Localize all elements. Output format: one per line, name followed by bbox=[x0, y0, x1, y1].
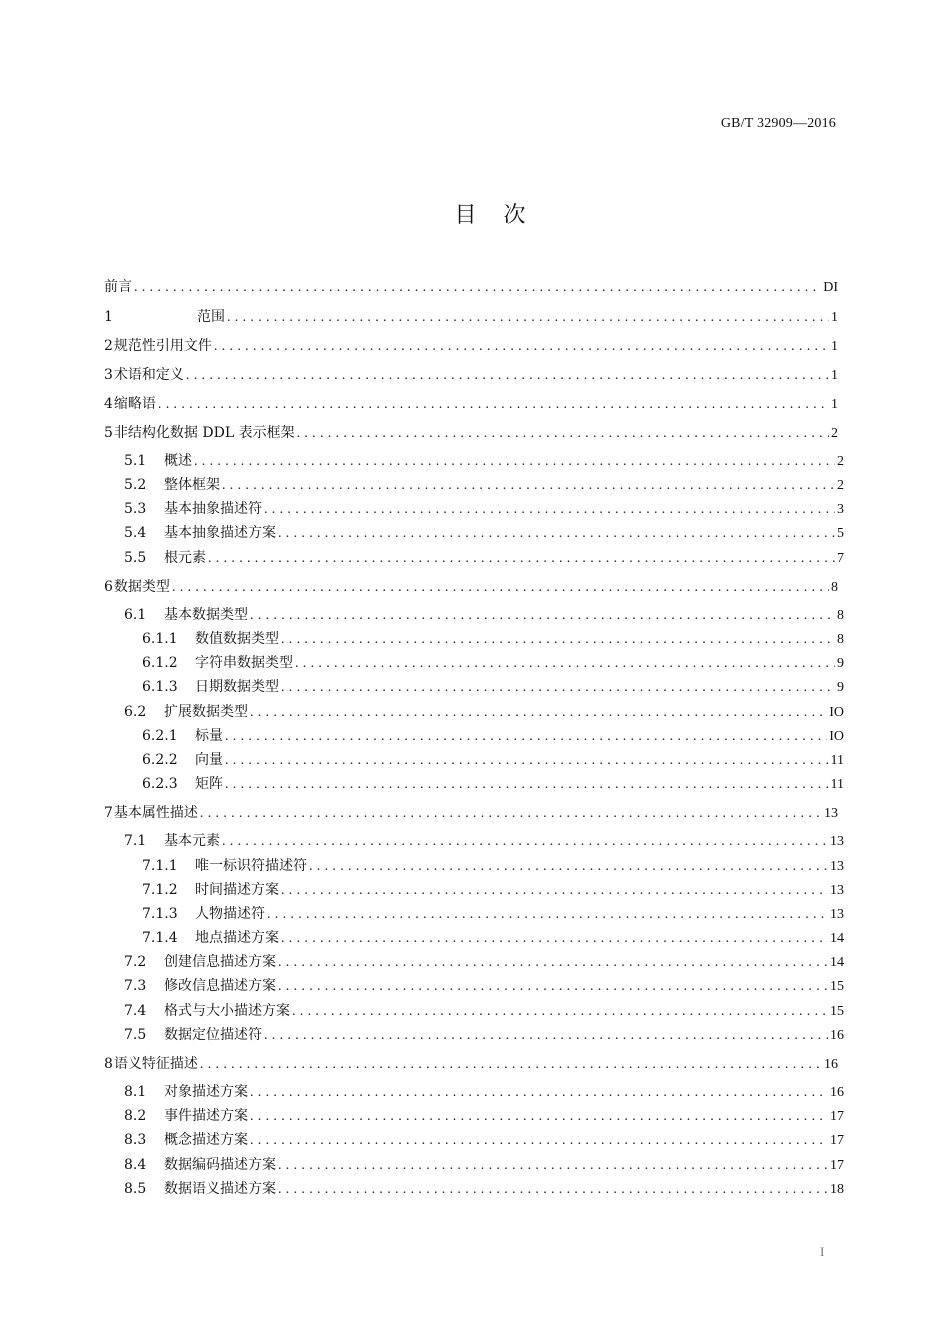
toc-leader-dots bbox=[194, 453, 835, 471]
toc-entry-number: 6.1.3 bbox=[142, 679, 178, 695]
toc-leader-dots bbox=[250, 1132, 828, 1150]
toc-entry-page: 15 bbox=[830, 979, 844, 994]
toc-entry-label: 人物描述符 bbox=[195, 906, 265, 922]
toc-entry-label: 时间描述方案 bbox=[195, 882, 279, 898]
toc-entry-page: 14 bbox=[830, 955, 844, 970]
toc-entry[interactable] bbox=[124, 1180, 844, 1198]
toc-entry-label: 扩展数据类型 bbox=[164, 704, 248, 720]
toc-entry-page: 11 bbox=[830, 777, 844, 792]
toc-entry[interactable] bbox=[124, 1002, 844, 1020]
toc-entry-number: 6.2 bbox=[124, 704, 147, 720]
toc-entry-number: 7.1.1 bbox=[142, 858, 178, 874]
toc-entry-number: 7.5 bbox=[124, 1027, 147, 1043]
toc-leader-dots bbox=[134, 279, 821, 297]
toc-entry[interactable] bbox=[124, 549, 844, 567]
toc-leader-dots bbox=[295, 655, 835, 673]
toc-entry-number: 7.1.4 bbox=[142, 930, 178, 946]
toc-entry-label: 数据类型 bbox=[113, 579, 170, 595]
toc-leader-dots bbox=[281, 631, 835, 649]
toc-entry[interactable] bbox=[124, 1131, 844, 1149]
toc-entry-page: IO bbox=[829, 729, 844, 744]
toc-entry-number: 8.2 bbox=[124, 1108, 147, 1124]
toc-entry[interactable] bbox=[124, 1083, 844, 1101]
toc-entry[interactable] bbox=[142, 775, 844, 793]
toc-entry-label: 语义特征描述 bbox=[113, 1056, 198, 1072]
toc-entry-page: 16 bbox=[824, 1057, 838, 1072]
toc-entry-number: 6.1.1 bbox=[142, 631, 178, 647]
toc-leader-dots bbox=[281, 882, 828, 900]
toc-leader-dots bbox=[225, 776, 829, 794]
toc-entry-number: 8.5 bbox=[124, 1181, 147, 1197]
toc-entry[interactable] bbox=[124, 953, 844, 971]
toc-entry-page: 14 bbox=[830, 931, 844, 946]
page-number: I bbox=[820, 1244, 825, 1259]
toc-entry[interactable] bbox=[124, 1156, 844, 1174]
toc-leader-dots bbox=[278, 525, 835, 543]
toc-leader-dots bbox=[208, 550, 835, 568]
toc-entry-label: 数据定位描述符 bbox=[164, 1027, 262, 1043]
toc-entry-label: 根元素 bbox=[164, 550, 206, 566]
toc-entry[interactable] bbox=[124, 524, 844, 542]
toc-leader-dots bbox=[292, 1003, 828, 1021]
toc-leader-dots bbox=[278, 954, 828, 972]
toc-entry-label: 概念描述方案 bbox=[164, 1132, 248, 1148]
toc-entry-number: 8.3 bbox=[124, 1132, 147, 1148]
toc-leader-dots bbox=[250, 704, 827, 722]
toc-entry[interactable] bbox=[124, 703, 844, 721]
toc-entry-label: 对象描述方案 bbox=[164, 1084, 248, 1100]
toc-entry-page: 9 bbox=[837, 680, 844, 695]
toc-entry[interactable] bbox=[124, 500, 844, 518]
toc-entry-page: 9 bbox=[837, 656, 844, 671]
toc-entry[interactable] bbox=[104, 578, 838, 596]
toc-entry-number: 7.2 bbox=[124, 954, 147, 970]
toc-entry-number: 2 bbox=[104, 338, 113, 354]
toc-entry-number: 7.1.3 bbox=[142, 906, 178, 922]
toc-entry-label: 格式与大小描述方案 bbox=[164, 1003, 290, 1019]
toc-entry-number: 7.1 bbox=[124, 833, 147, 849]
toc-leader-dots bbox=[297, 425, 829, 443]
toc-entry-number: 6.2.3 bbox=[142, 776, 178, 792]
toc-entry-page: 8 bbox=[837, 608, 844, 623]
toc-leader-dots bbox=[225, 752, 829, 770]
toc-entry[interactable] bbox=[124, 476, 844, 494]
toc-entry[interactable] bbox=[142, 678, 844, 696]
toc-leader-dots bbox=[227, 309, 829, 327]
toc-entry-label: 矩阵 bbox=[195, 776, 223, 792]
toc-entry[interactable] bbox=[142, 905, 844, 923]
toc-entry-page: 8 bbox=[837, 632, 844, 647]
toc-entry-label: 数值数据类型 bbox=[195, 631, 279, 647]
toc-leader-dots bbox=[281, 930, 828, 948]
toc-entry[interactable] bbox=[142, 654, 844, 672]
toc-leader-dots bbox=[200, 805, 822, 823]
toc-entry-page: 5 bbox=[837, 526, 844, 541]
toc-leader-dots bbox=[264, 1027, 828, 1045]
toc-entry-page: 17 bbox=[830, 1109, 844, 1124]
toc-entry-label: 标量 bbox=[195, 728, 223, 744]
toc-entry-page: IO bbox=[829, 705, 844, 720]
toc-entry-label: 基本属性描述 bbox=[113, 805, 198, 821]
toc-leader-dots bbox=[172, 579, 829, 597]
toc-entry-page: 16 bbox=[830, 1028, 844, 1043]
page-title: 目 次 bbox=[454, 203, 536, 228]
toc-entry-number: 7.4 bbox=[124, 1003, 147, 1019]
toc-entry[interactable] bbox=[104, 395, 838, 413]
toc-entry-number: 7.1.2 bbox=[142, 882, 178, 898]
toc-entry-page: 2 bbox=[837, 478, 844, 493]
toc-entry[interactable] bbox=[124, 606, 844, 624]
toc-entry-number: 7.3 bbox=[124, 978, 147, 994]
toc-entry-label: 创建信息描述方案 bbox=[164, 954, 276, 970]
toc-entry[interactable] bbox=[124, 452, 844, 470]
toc-entry-number: 5.1 bbox=[124, 453, 147, 469]
toc-entry-page: 1 bbox=[831, 397, 838, 412]
toc-leader-dots bbox=[267, 906, 828, 924]
toc-entry-page: 17 bbox=[830, 1133, 844, 1148]
toc-entry-page: 8 bbox=[831, 580, 838, 595]
toc-entry-number: 8.1 bbox=[124, 1084, 147, 1100]
toc-entry-number: 5.4 bbox=[124, 525, 147, 541]
toc-leader-dots bbox=[225, 728, 827, 746]
toc-leader-dots bbox=[214, 338, 829, 356]
toc-entry-page: 17 bbox=[830, 1158, 844, 1173]
toc-entry-label: 数据语义描述方案 bbox=[164, 1181, 276, 1197]
toc-entry-number: 1 bbox=[104, 309, 113, 325]
toc-entry-label: 术语和定义 bbox=[113, 367, 184, 383]
toc-entry-number: 5.3 bbox=[124, 501, 147, 517]
toc-entry-number: 7 bbox=[104, 805, 113, 821]
toc-entry-number: 5.2 bbox=[124, 477, 147, 493]
toc-entry-label: 数据编码描述方案 bbox=[164, 1157, 276, 1173]
toc-leader-dots bbox=[278, 1157, 828, 1175]
toc-entry-page: 18 bbox=[830, 1182, 844, 1197]
toc-entry-label: 前言 bbox=[104, 279, 132, 295]
toc-entry-page: 13 bbox=[830, 834, 844, 849]
toc-entry[interactable] bbox=[142, 881, 844, 899]
toc-entry[interactable] bbox=[142, 857, 844, 875]
toc-entry-label: 范围 bbox=[197, 309, 225, 325]
toc-entry-label: 日期数据类型 bbox=[195, 679, 279, 695]
toc-entry[interactable] bbox=[124, 1026, 844, 1044]
toc-leader-dots bbox=[250, 1108, 828, 1126]
toc-entry-page: 13 bbox=[830, 883, 844, 898]
toc-leader-dots bbox=[281, 679, 835, 697]
toc-entry-number: 5 bbox=[104, 425, 113, 441]
toc-entry[interactable] bbox=[104, 278, 838, 296]
toc-entry[interactable] bbox=[104, 424, 838, 442]
toc-leader-dots bbox=[278, 978, 828, 996]
toc-leader-dots bbox=[200, 1056, 822, 1074]
toc-entry-label: 整体框架 bbox=[164, 477, 220, 493]
toc-entry-page: 16 bbox=[830, 1085, 844, 1100]
toc-entry-label: 字符串数据类型 bbox=[195, 655, 293, 671]
toc-entry-label: 修改信息描述方案 bbox=[164, 978, 276, 994]
toc-entry-number: 6 bbox=[104, 579, 113, 595]
toc-entry-page: 1 bbox=[831, 339, 838, 354]
toc-entry[interactable] bbox=[142, 630, 844, 648]
toc-entry-page: 15 bbox=[830, 1004, 844, 1019]
standard-code: GB/T 32909—2016 bbox=[720, 116, 836, 131]
toc-entry-number: 3 bbox=[104, 367, 113, 383]
toc-entry-label: 向量 bbox=[195, 752, 223, 768]
toc-entry[interactable] bbox=[104, 366, 838, 384]
toc-entry-page: 13 bbox=[824, 806, 838, 821]
toc-leader-dots bbox=[264, 501, 835, 519]
toc-entry-page: 1 bbox=[831, 310, 838, 325]
toc-entry[interactable] bbox=[104, 308, 838, 326]
toc-entry-number: 5.5 bbox=[124, 550, 147, 566]
toc-entry-label: 缩略语 bbox=[113, 396, 156, 412]
toc-entry-number: 6.2.2 bbox=[142, 752, 178, 768]
toc-entry[interactable] bbox=[124, 977, 844, 995]
toc-entry-number: 6.2.1 bbox=[142, 728, 178, 744]
toc-entry-label: 唯一标识符描述符 bbox=[195, 858, 307, 874]
toc-entry-page: 3 bbox=[837, 502, 844, 517]
toc-entry-page: 2 bbox=[831, 426, 838, 441]
toc-entry-label: 规范性引用文件 bbox=[113, 338, 212, 354]
toc-entry-label: 基本元素 bbox=[164, 833, 220, 849]
toc-entry-page: 13 bbox=[830, 907, 844, 922]
toc-leader-dots bbox=[222, 477, 835, 495]
toc-entry[interactable] bbox=[104, 1055, 838, 1073]
toc-entry[interactable] bbox=[142, 929, 844, 947]
toc-entry[interactable] bbox=[124, 832, 844, 850]
toc-entry-page: 11 bbox=[830, 753, 844, 768]
toc-entry-label: 基本抽象描述符 bbox=[164, 501, 262, 517]
toc-leader-dots bbox=[278, 1181, 828, 1199]
toc-leader-dots bbox=[222, 833, 828, 851]
toc-entry[interactable] bbox=[124, 1107, 844, 1125]
toc-entry-page: DI bbox=[823, 280, 838, 295]
toc-entry-number: 8 bbox=[104, 1056, 113, 1072]
toc-leader-dots bbox=[309, 858, 828, 876]
toc-entry-label: 事件描述方案 bbox=[164, 1108, 248, 1124]
toc-entry-label: 地点描述方案 bbox=[195, 930, 279, 946]
toc-entry-number: 6.1.2 bbox=[142, 655, 178, 671]
toc-entry[interactable] bbox=[142, 751, 844, 769]
toc-entry-number: 6.1 bbox=[124, 607, 147, 623]
toc-entry-label: 基本抽象描述方案 bbox=[164, 525, 276, 541]
toc-entry-page: 13 bbox=[830, 859, 844, 874]
toc-entry-label: 基本数据类型 bbox=[164, 607, 248, 623]
toc-entry-label: 非结构化数据 DDL 表示框架 bbox=[113, 425, 295, 441]
toc-entry-number: 4 bbox=[104, 396, 113, 412]
toc-leader-dots bbox=[186, 367, 829, 385]
toc-leader-dots bbox=[250, 607, 835, 625]
toc-entry-page: 7 bbox=[837, 551, 844, 566]
toc-entry-page: 1 bbox=[831, 368, 838, 383]
toc-entry[interactable] bbox=[104, 337, 838, 355]
toc-leader-dots bbox=[158, 396, 829, 414]
toc-entry[interactable] bbox=[104, 804, 838, 822]
toc-leader-dots bbox=[250, 1084, 828, 1102]
toc-entry-page: 2 bbox=[837, 454, 844, 469]
toc-entry-label: 概述 bbox=[164, 453, 192, 469]
toc-entry[interactable] bbox=[142, 727, 844, 745]
toc-entry-number: 8.4 bbox=[124, 1157, 147, 1173]
